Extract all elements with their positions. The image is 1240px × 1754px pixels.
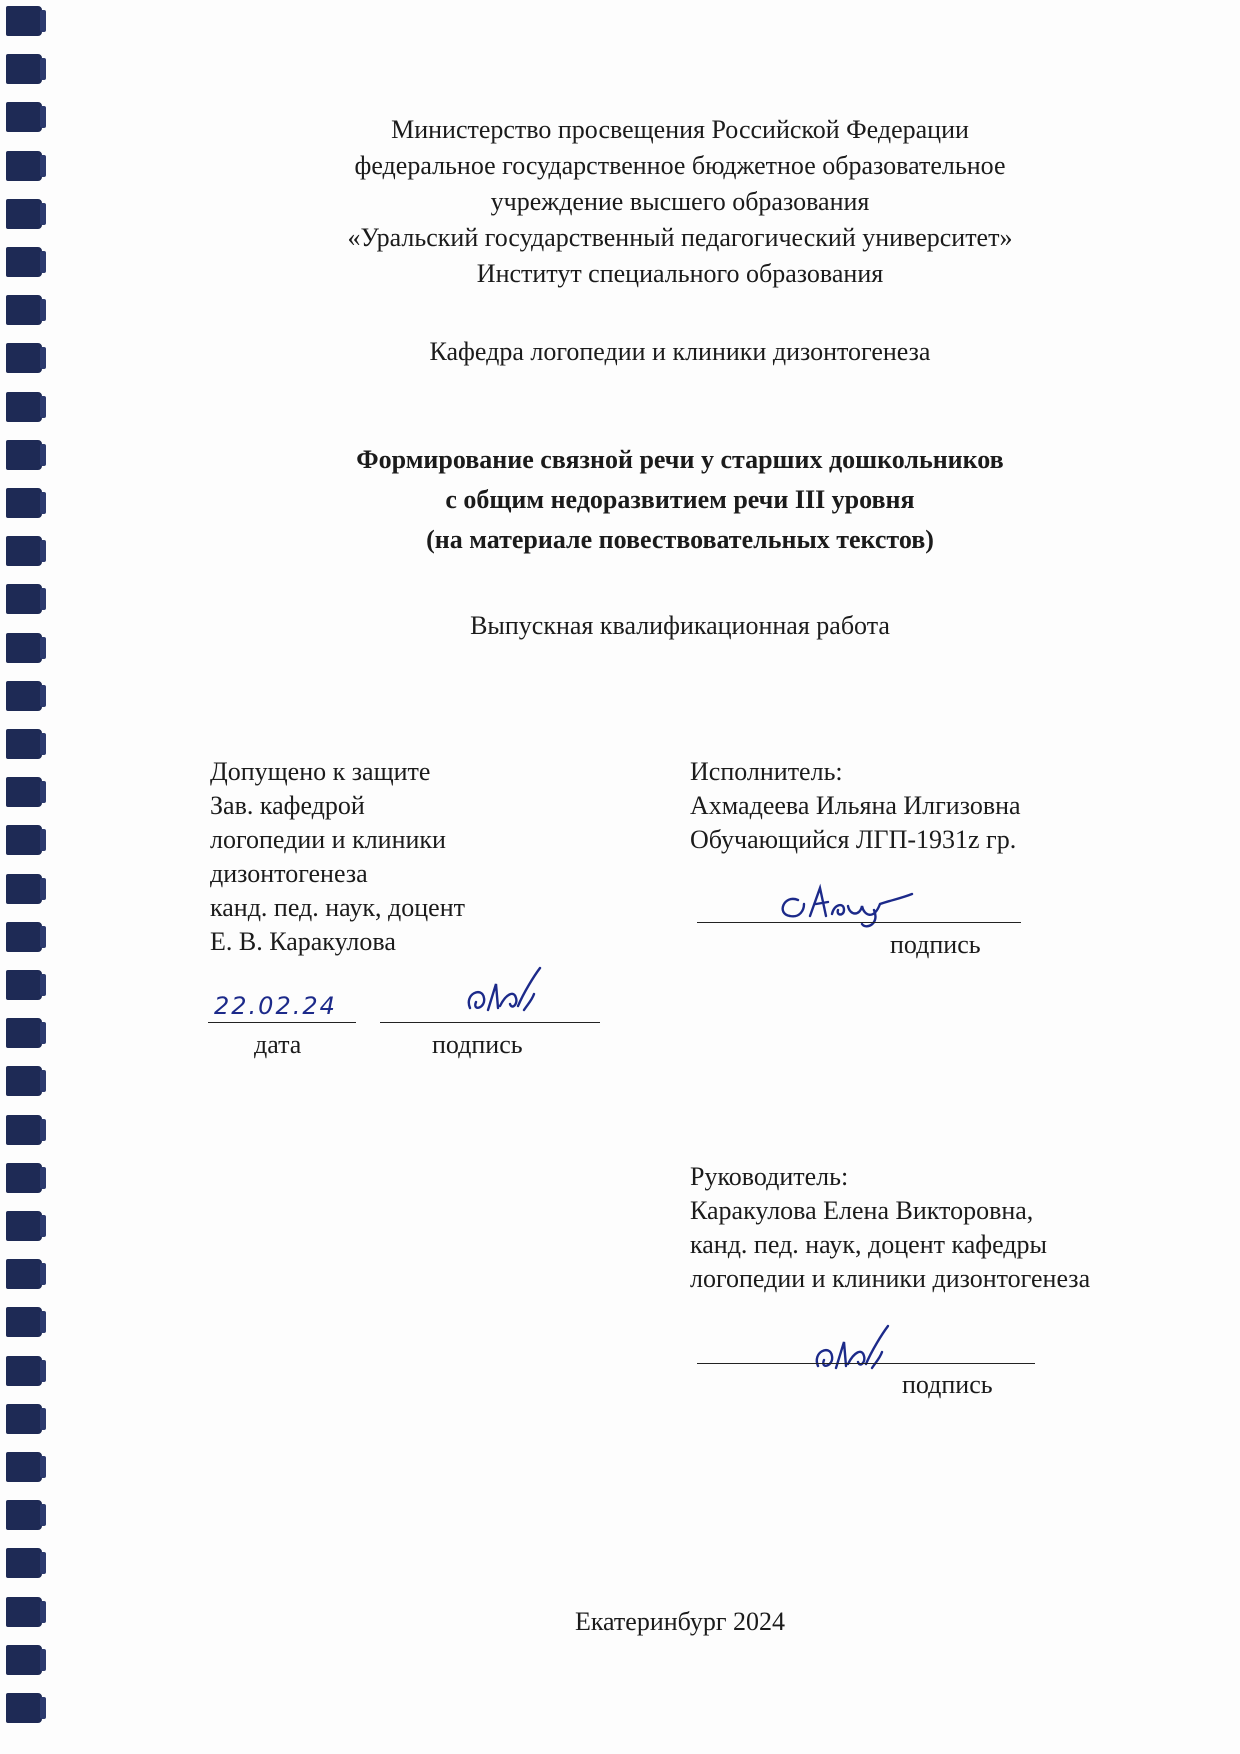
- admission-block: [210, 755, 465, 959]
- binding-hole: [6, 440, 42, 470]
- work-type: Выпускная квалификационная работа: [470, 611, 890, 640]
- admission-degree: канд. пед. наук, доцент: [210, 893, 465, 922]
- spiral-binding: [0, 0, 48, 1754]
- admission-position: Зав. кафедрой: [210, 791, 365, 820]
- binding-hole: [6, 1356, 42, 1386]
- binding-hole: [6, 1018, 42, 1048]
- binding-hole: [6, 1500, 42, 1530]
- supervisor-block: [690, 1160, 1090, 1296]
- binding-hole: [6, 488, 42, 518]
- admission-signature-caption: подпись: [432, 1030, 523, 1059]
- thesis-title-line-3: (на материале повествовательных текстов): [426, 525, 934, 554]
- binding-hole: [6, 1597, 42, 1627]
- binding-hole: [6, 1693, 42, 1723]
- binding-hole: [6, 1452, 42, 1482]
- executor-block: [690, 755, 1021, 857]
- city-year: Екатеринбург 2024: [574, 1607, 786, 1636]
- executor-group: Обучающийся ЛГП-1931z гр.: [690, 825, 1017, 854]
- date-line: [208, 1022, 356, 1023]
- binding-hole: [6, 825, 42, 855]
- binding-hole: [6, 1211, 42, 1241]
- binding-hole: [6, 1259, 42, 1289]
- binding-hole: [6, 922, 42, 952]
- binding-hole: [6, 874, 42, 904]
- binding-hole: [6, 584, 42, 614]
- binding-hole: [6, 681, 42, 711]
- admission-signature: [462, 964, 552, 1030]
- institution-type-line: федеральное государственное бюджетное образовательное: [354, 151, 1006, 180]
- binding-hole: [6, 1066, 42, 1096]
- binding-hole: [6, 343, 42, 373]
- thesis-title: [220, 440, 1140, 560]
- executor-signature-caption: подпись: [890, 930, 981, 959]
- binding-hole: [6, 1404, 42, 1434]
- supervisor-label: Руководитель:: [690, 1162, 849, 1191]
- binding-hole: [6, 151, 42, 181]
- ministry-line: Министерство просвещения Российской Федерации: [391, 115, 969, 144]
- binding-hole: [6, 102, 42, 132]
- binding-hole: [6, 295, 42, 325]
- binding-hole: [6, 970, 42, 1000]
- admission-dept-2: дизонтогенеза: [210, 859, 368, 888]
- binding-hole: [6, 54, 42, 84]
- executor-label: Исполнитель:: [690, 757, 843, 786]
- admission-name: Е. В. Каракулова: [210, 927, 396, 956]
- handwritten-date: 22.02.24: [214, 992, 337, 1020]
- supervisor-signature-line: [697, 1363, 1035, 1364]
- thesis-title-line-1: Формирование связной речи у старших дошкольников: [356, 445, 1004, 474]
- binding-hole: [6, 247, 42, 277]
- executor-name: Ахмадеева Ильяна Илгизовна: [690, 791, 1021, 820]
- binding-hole: [6, 1115, 42, 1145]
- supervisor-signature: [810, 1322, 900, 1388]
- binding-hole: [6, 633, 42, 663]
- thesis-title-line-2: с общим недоразвитием речи III уровня: [445, 485, 915, 514]
- binding-hole: [6, 1548, 42, 1578]
- date-caption: дата: [254, 1030, 302, 1059]
- binding-hole: [6, 777, 42, 807]
- binding-hole: [6, 536, 42, 566]
- admission-label: Допущено к защите: [210, 757, 431, 786]
- binding-hole: [6, 729, 42, 759]
- executor-signature-line: [697, 922, 1021, 923]
- admission-dept-1: логопедии и клиники: [210, 825, 446, 854]
- binding-hole: [6, 1163, 42, 1193]
- binding-hole: [6, 1645, 42, 1675]
- supervisor-name: Каракулова Елена Викторовна,: [690, 1196, 1034, 1225]
- binding-hole: [6, 199, 42, 229]
- university-name: «Уральский государственный педагогический университет»: [347, 223, 1013, 252]
- binding-hole: [6, 6, 42, 36]
- binding-hole: [6, 392, 42, 422]
- institution-level-line: учреждение высшего образования: [490, 187, 870, 216]
- supervisor-position: канд. пед. наук, доцент кафедры: [690, 1230, 1048, 1259]
- binding-hole: [6, 1307, 42, 1337]
- supervisor-department: логопедии и клиники дизонтогенеза: [690, 1264, 1091, 1293]
- supervisor-signature-caption: подпись: [902, 1370, 993, 1399]
- department-name: Кафедра логопедии и клиники дизонтогенеза: [429, 337, 931, 366]
- institute-name: Институт специального образования: [476, 259, 884, 288]
- institution-header: [220, 112, 1140, 292]
